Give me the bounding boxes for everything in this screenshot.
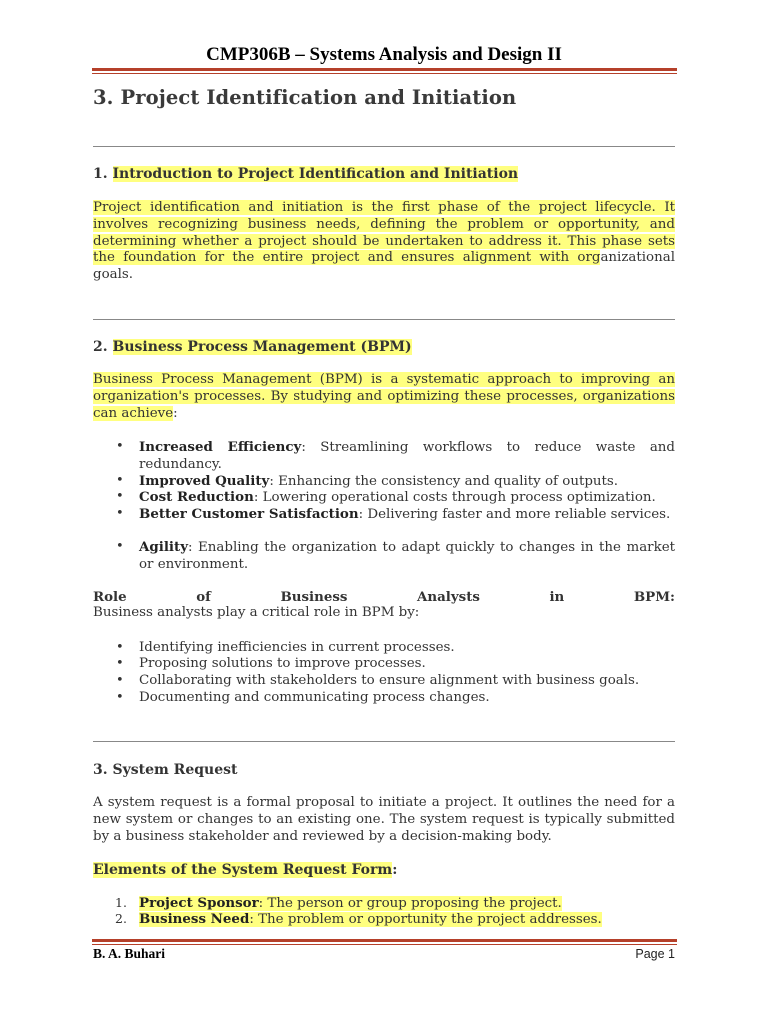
role-heading-word: in bbox=[549, 589, 565, 605]
section2-heading-text: Business Process Management (BPM) bbox=[112, 339, 412, 355]
benefit-desc: : Streamlining workflows to reduce waste and redundancy. bbox=[139, 440, 675, 472]
benefit-term: Cost Reduction bbox=[139, 489, 254, 505]
element-term: Business Need bbox=[139, 911, 250, 927]
benefit-item bbox=[139, 506, 675, 524]
bullet-dot: • bbox=[116, 656, 124, 671]
benefit-term: Increased Efficiency bbox=[139, 439, 302, 455]
divider bbox=[93, 146, 675, 147]
section2-intro-rest: : bbox=[173, 405, 178, 421]
header-rule-thin bbox=[92, 73, 677, 74]
benefit-item bbox=[139, 539, 675, 574]
section3-paragraph: A system request is a formal proposal to initiate a project. It outlines the need for a new system or changes to an existing one. The system request is typically submitted by a business stakeholder and reviewed by a decision-making body. bbox=[93, 795, 675, 844]
role-heading bbox=[93, 589, 675, 606]
footer-rule-thin bbox=[92, 944, 677, 945]
header-rule-thick bbox=[92, 68, 677, 71]
role-heading-word: BPM: bbox=[633, 589, 675, 605]
element-term: Project Sponsor bbox=[139, 895, 259, 911]
section1-heading bbox=[93, 166, 518, 182]
benefit-desc: : Enabling the organization to adapt quickly to changes in the market or environment. bbox=[139, 540, 675, 572]
elements-heading-text: Elements of the System Request Form bbox=[93, 862, 393, 878]
bullet-dot: • bbox=[116, 640, 124, 655]
list-number: 2. bbox=[115, 911, 127, 926]
section2-heading bbox=[93, 339, 412, 355]
benefit-desc: : Delivering faster and more reliable services. bbox=[358, 507, 671, 522]
section2-intro-highlighted: Business Process Management (BPM) is a systematic approach to improving an organization's processes. By studying and optimizing these processes, organizations can achieve bbox=[93, 372, 675, 421]
section2-intro bbox=[93, 372, 675, 422]
footer-author: B. A. Buhari bbox=[93, 946, 166, 961]
role-item: Proposing solutions to improve processes. bbox=[139, 656, 426, 671]
benefit-item bbox=[139, 439, 675, 474]
section1-paragraph-rest: anizational goals. bbox=[93, 250, 675, 283]
role-item: Documenting and communicating process changes. bbox=[139, 690, 490, 705]
section3-heading: 3. System Request bbox=[93, 762, 238, 778]
role-heading-word: Analysts bbox=[416, 589, 480, 605]
section1-paragraph-highlighted: Project identification and initiation is the first phase of the project lifecycle. It involves recognizing business needs, defining the problem or opportunity, and determining whether a project should be undertaken to address it. This phase sets the foundation for the entire project and ensures alignment with org bbox=[93, 200, 675, 266]
section1-heading-text: Introduction to Project Identification and Initiation bbox=[112, 166, 519, 182]
section2-number: 2. bbox=[93, 339, 113, 355]
role-subtext: Business analysts play a critical role in BPM by: bbox=[93, 605, 420, 620]
section1-paragraph bbox=[93, 200, 675, 284]
role-heading-word: Business bbox=[280, 589, 348, 605]
bullet-dot: • bbox=[116, 690, 124, 705]
bullet-dot: • bbox=[116, 506, 124, 521]
bullet-dot: • bbox=[116, 489, 124, 504]
role-item: Collaborating with stakeholders to ensure alignment with business goals. bbox=[139, 673, 640, 688]
benefit-term: Agility bbox=[139, 539, 188, 555]
benefit-term: Improved Quality bbox=[139, 473, 270, 489]
role-heading-word: of bbox=[196, 589, 211, 605]
benefit-desc: : Lowering operational costs through process optimization. bbox=[253, 490, 656, 505]
element-desc: : The problem or opportunity the project addresses. bbox=[249, 912, 602, 927]
benefit-term: Better Customer Satisfaction bbox=[139, 506, 359, 522]
divider bbox=[93, 319, 675, 320]
bullet-dot: • bbox=[116, 539, 124, 554]
benefit-item bbox=[139, 489, 675, 507]
bullet-dot: • bbox=[116, 473, 124, 488]
element-desc: : The person or group proposing the project. bbox=[258, 896, 562, 911]
element-item bbox=[139, 911, 602, 929]
header-course-title: CMP306B – Systems Analysis and Design II bbox=[206, 44, 562, 65]
elements-heading bbox=[93, 862, 397, 878]
section1-number: 1. bbox=[93, 166, 113, 182]
list-number: 1. bbox=[115, 895, 127, 910]
bullet-dot: • bbox=[116, 439, 124, 454]
bullet-dot: • bbox=[116, 673, 124, 688]
benefit-desc: : Enhancing the consistency and quality of outputs. bbox=[269, 474, 619, 489]
footer-page-number: Page 1 bbox=[635, 947, 675, 961]
footer-rule-thick bbox=[92, 939, 677, 942]
role-item: Identifying inefficiencies in current processes. bbox=[139, 640, 455, 655]
chapter-title: 3. Project Identification and Initiation bbox=[93, 86, 517, 109]
role-heading-word: Role bbox=[93, 589, 127, 605]
divider bbox=[93, 741, 675, 742]
elements-heading-colon: : bbox=[392, 862, 398, 878]
